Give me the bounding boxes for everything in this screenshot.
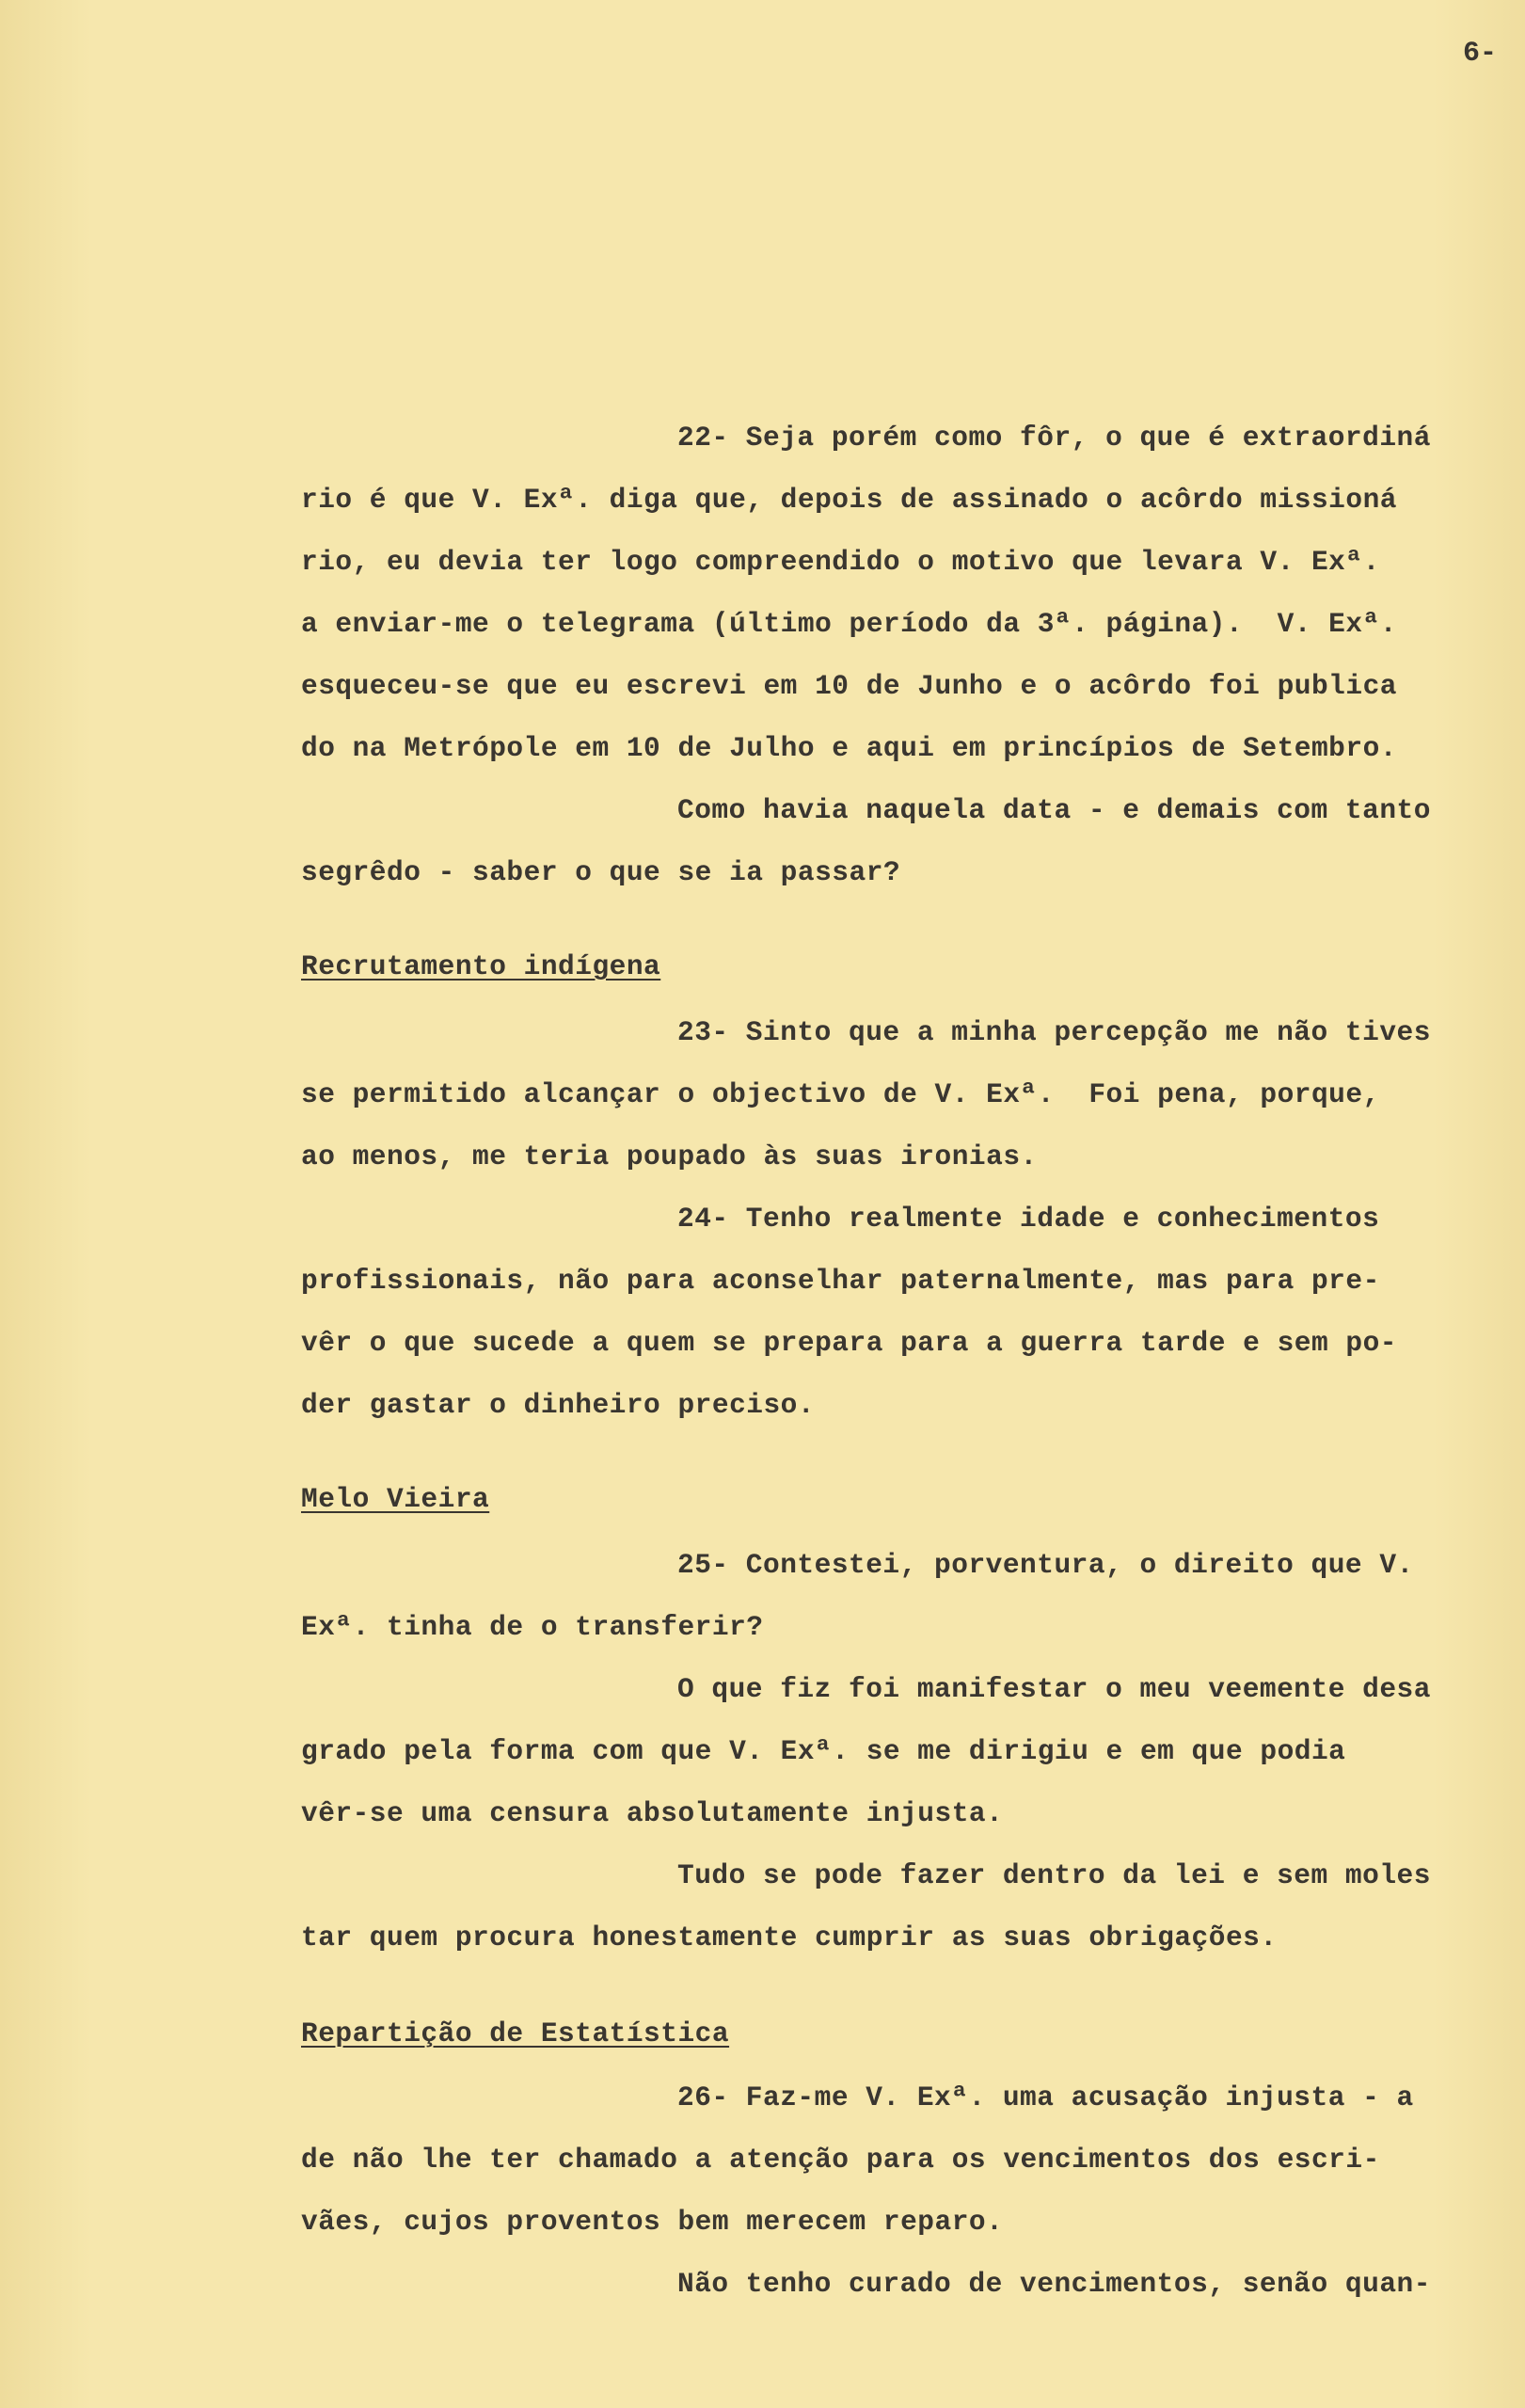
text-line: rio é que V. Exª. diga que, depois de assinado o acôrdo missioná (301, 484, 1397, 516)
text-line: se permitido alcançar o objectivo de V. Exª. Foi pena, porque, (301, 1078, 1380, 1110)
text-line: 25- Contestei, porventura, o direito que V. (677, 1549, 1414, 1581)
text-line: der gastar o dinheiro preciso. (301, 1389, 816, 1421)
text-line: ao menos, me teria poupado às suas ironias. (301, 1140, 1038, 1172)
text-line: 24- Tenho realmente idade e conhecimentos (677, 1203, 1380, 1235)
text-line: O que fiz foi manifestar o meu veemente desa (677, 1673, 1431, 1705)
text-line: do na Metrópole em 10 de Julho e aqui em princípios de Setembro. (301, 732, 1397, 764)
text-line: segrêdo - saber o que se ia passar? (301, 856, 901, 888)
text-line: tar quem procura honestamente cumprir as suas obrigações. (301, 1922, 1278, 1954)
section-heading-melo-vieira: Melo Vieira (301, 1483, 490, 1515)
text-line: Exª. tinha de o transferir? (301, 1611, 764, 1643)
text-line: 23- Sinto que a minha percepção me não tives (677, 1016, 1431, 1048)
text-line: vêr o que sucede a quem se prepara para a guerra tarde e sem po- (301, 1327, 1397, 1359)
text-line: a enviar-me o telegrama (último período da 3ª. página). V. Exª. (301, 608, 1397, 640)
section-heading-estatistica: Repartição de Estatística (301, 2017, 730, 2049)
section-heading-recrutamento: Recrutamento indígena (301, 950, 661, 982)
text-line: vães, cujos proventos bem merecem reparo. (301, 2206, 1004, 2238)
text-line: Tudo se pode fazer dentro da lei e sem moles (677, 1859, 1431, 1891)
text-line: profissionais, não para aconselhar paternalmente, mas para pre- (301, 1265, 1380, 1297)
text-line: Como havia naquela data - e demais com tanto (677, 794, 1431, 826)
text-line: 26- Faz-me V. Exª. uma acusação injusta - a (677, 2081, 1414, 2113)
text-line: grado pela forma com que V. Exª. se me dirigiu e em que podia (301, 1735, 1346, 1767)
text-line: 22- Seja porém como fôr, o que é extraordiná (677, 422, 1431, 454)
page-number: 6- (1463, 38, 1498, 70)
text-line: de não lhe ter chamado a atenção para os vencimentos dos escri- (301, 2144, 1380, 2176)
text-line: Não tenho curado de vencimentos, senão quan- (677, 2268, 1431, 2300)
text-line: rio, eu devia ter logo compreendido o motivo que levara V. Exª. (301, 546, 1380, 578)
text-line: vêr-se uma censura absolutamente injusta. (301, 1797, 1004, 1829)
text-line: esqueceu-se que eu escrevi em 10 de Junho e o acôrdo foi publica (301, 670, 1397, 702)
